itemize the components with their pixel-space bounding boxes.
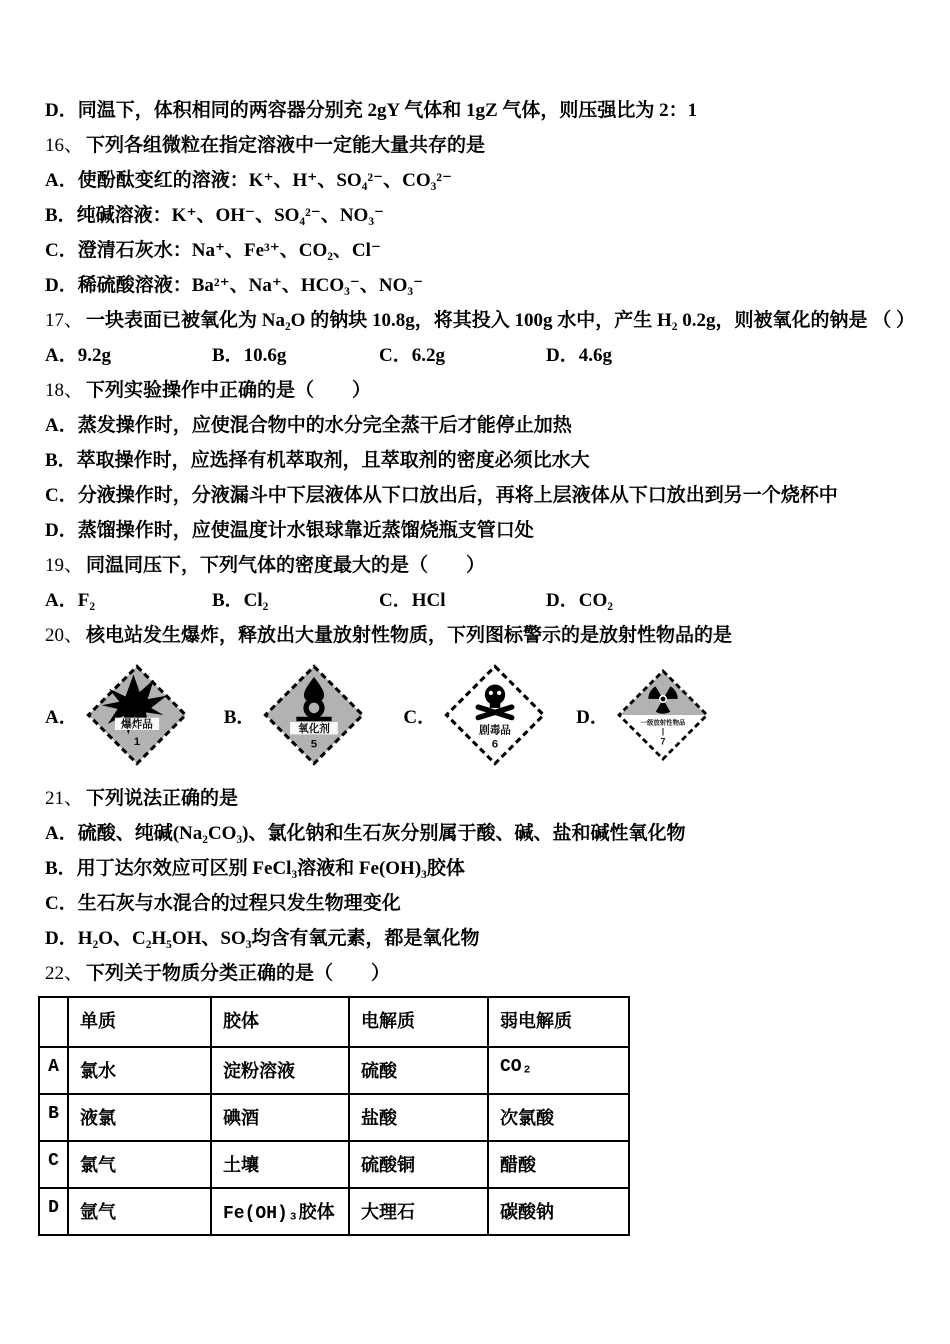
q18-option-c: C．分液操作时，分液漏斗中下层液体从下口放出后，再将上层液体从下口放出到另一个烧杯中 bbox=[45, 485, 838, 506]
q21-stem-text: 下列说法正确的是 bbox=[86, 788, 239, 809]
q18-stem bbox=[45, 371, 922, 406]
q20-option-a bbox=[45, 662, 190, 768]
row-letter: C bbox=[39, 1141, 68, 1188]
table-header-danzhi: 单质 bbox=[68, 997, 211, 1047]
q17-option-c: C．6.2g bbox=[379, 345, 445, 366]
q18-option-a: A．蒸发操作时，应使混合物中的水分完全蒸干后才能停止加热 bbox=[45, 415, 572, 436]
q20-symbol-options bbox=[45, 651, 922, 779]
q19-option-b: B．Cl₂ bbox=[212, 590, 269, 611]
q19-options bbox=[45, 581, 922, 616]
q18-option-b: B．萃取操作时，应选择有机萃取剂，且萃取剂的密度必须比水大 bbox=[45, 450, 590, 471]
table-cell: 硫酸 bbox=[349, 1047, 488, 1094]
toxic-label: 剧毒品 bbox=[479, 724, 512, 737]
q20-option-b bbox=[224, 662, 368, 768]
q20-option-d-label: D． bbox=[576, 706, 609, 728]
table-cell: 硫酸铜 bbox=[349, 1141, 488, 1188]
table-header-blank bbox=[39, 997, 68, 1047]
q21-option-b: B．用丁达尔效应可区别 FeCl₃溶液和 Fe(OH)₃胶体 bbox=[45, 858, 465, 879]
q21-stem bbox=[45, 779, 922, 814]
q16-option-d: D．稀硫酸溶液：Ba²⁺、Na⁺、HCO₃⁻、NO₃⁻ bbox=[45, 275, 424, 296]
q17-option-a: A．9.2g bbox=[45, 345, 111, 366]
row-letter: D bbox=[39, 1188, 68, 1235]
radioactive-class-number: 7 bbox=[660, 736, 666, 747]
table-cell: 液氯 bbox=[68, 1094, 211, 1141]
q20-option-d bbox=[576, 667, 711, 763]
q22-stem bbox=[45, 954, 922, 989]
q17-option-d: D．4.6g bbox=[546, 345, 612, 366]
q16-option-b: B．纯碱溶液：K⁺、OH⁻、SO₄²⁻、NO₃⁻ bbox=[45, 205, 385, 226]
table-cell: 碘酒 bbox=[211, 1094, 349, 1141]
q21-option-a: A．硫酸、纯碱(Na₂CO₃)、氯化钠和生石灰分别属于酸、碱、盐和碱性氧化物 bbox=[45, 823, 686, 844]
q22-stem-text: 下列关于物质分类正确的是（ ） bbox=[86, 963, 391, 984]
table-cell: 氯水 bbox=[68, 1047, 211, 1094]
table-header-row bbox=[39, 997, 629, 1047]
table-header-ruodianjiezhi: 弱电解质 bbox=[488, 997, 629, 1047]
q16-stem bbox=[45, 126, 922, 161]
q16-option-c: C．澄清石灰水：Na⁺、Fe³⁺、CO₂、Cl⁻ bbox=[45, 240, 381, 261]
explosive-label: 爆炸品 bbox=[120, 718, 153, 731]
table-cell: 氩气 bbox=[68, 1188, 211, 1235]
q19-option-d: D．CO₂ bbox=[546, 590, 613, 611]
q17-option-b: B．10.6g bbox=[212, 345, 287, 366]
row-letter: A bbox=[39, 1047, 68, 1094]
oxidizer-label: 氧化剂 bbox=[298, 722, 331, 735]
toxic-class-number: 6 bbox=[491, 738, 499, 751]
q17-stem-text: 一块表面已被氧化为 Na₂O 的钠块 10.8g，将其投入 100g 水中，产生 H₂ 0.2g，则被氧化的钠是 （ ） bbox=[86, 310, 915, 331]
q19-stem-text: 同温同压下，下列气体的密度最大的是（ ） bbox=[86, 555, 486, 576]
toxic-hazard-icon bbox=[442, 662, 548, 768]
q17-number: 17、 bbox=[45, 310, 84, 331]
table-cell: 土壤 bbox=[211, 1141, 349, 1188]
table-row-b bbox=[39, 1094, 629, 1141]
q17-options bbox=[45, 336, 922, 371]
q16-option-a: A．使酚酞变红的溶液：K⁺、H⁺、SO₄²⁻、CO₃²⁻ bbox=[45, 170, 453, 191]
table-cell: 醋酸 bbox=[488, 1141, 629, 1188]
explosive-class-number: 1 bbox=[133, 736, 140, 749]
q20-stem-text: 核电站发生爆炸，释放出大量放射性物质，下列图标警示的是放射性物品的是 bbox=[86, 625, 733, 646]
table-cell: 碳酸钠 bbox=[488, 1188, 629, 1235]
q20-option-a-label: A． bbox=[45, 706, 78, 728]
table-cell: 淀粉溶液 bbox=[211, 1047, 349, 1094]
q20-stem bbox=[45, 616, 922, 651]
oxidizer-hazard-icon bbox=[261, 662, 367, 768]
table-cell: 氯气 bbox=[68, 1141, 211, 1188]
q19-option-a: A．F₂ bbox=[45, 590, 96, 611]
q19-number: 19、 bbox=[45, 555, 84, 576]
q20-option-c bbox=[403, 662, 548, 768]
radioactive-hazard-icon bbox=[615, 667, 711, 763]
explosive-hazard-icon bbox=[84, 662, 190, 768]
table-header-dianjiezhi: 电解质 bbox=[349, 997, 488, 1047]
q22-number: 22、 bbox=[45, 963, 84, 984]
q20-option-c-label: C． bbox=[403, 706, 437, 728]
table-header-jiaoti: 胶体 bbox=[211, 997, 349, 1047]
q21-option-c: C．生石灰与水混合的过程只发生物理变化 bbox=[45, 893, 401, 914]
q16-number: 16、 bbox=[45, 135, 84, 156]
q19-option-c: C．HCl bbox=[379, 590, 446, 611]
q18-option-d: D．蒸馏操作时，应使温度计水银球靠近蒸馏烧瓶支管口处 bbox=[45, 520, 534, 541]
q22-classification-table bbox=[38, 996, 630, 1236]
table-cell: 次氯酸 bbox=[488, 1094, 629, 1141]
oxidizer-class-number: 5 bbox=[311, 738, 318, 751]
q21-option-d: D．H₂O、C₂H₅OH、SO₃均含有氧元素，都是氧化物 bbox=[45, 928, 480, 949]
table-cell: Fe(OH)₃胶体 bbox=[211, 1188, 349, 1235]
q16-stem-text: 下列各组微粒在指定溶液中一定能大量共存的是 bbox=[86, 135, 486, 156]
table-cell: 盐酸 bbox=[349, 1094, 488, 1141]
table-row-c bbox=[39, 1141, 629, 1188]
radioactive-bar: | bbox=[661, 727, 665, 737]
table-cell: CO₂ bbox=[488, 1047, 629, 1094]
q15-option-d: D．同温下，体积相同的两容器分别充 2gY 气体和 1gZ 气体，则压强比为 2：1 bbox=[45, 100, 698, 121]
radioactive-label: 一级放射性物品 bbox=[640, 719, 686, 727]
row-letter: B bbox=[39, 1094, 68, 1141]
q20-number: 20、 bbox=[45, 625, 84, 646]
table-row-a bbox=[39, 1047, 629, 1094]
q17-stem bbox=[45, 301, 922, 336]
q21-number: 21、 bbox=[45, 788, 84, 809]
q18-stem-text: 下列实验操作中正确的是（ ） bbox=[86, 380, 372, 401]
table-cell: 大理石 bbox=[349, 1188, 488, 1235]
q18-number: 18、 bbox=[45, 380, 84, 401]
q19-stem bbox=[45, 546, 922, 581]
q20-option-b-label: B． bbox=[223, 706, 256, 728]
table-row-d bbox=[39, 1188, 629, 1235]
